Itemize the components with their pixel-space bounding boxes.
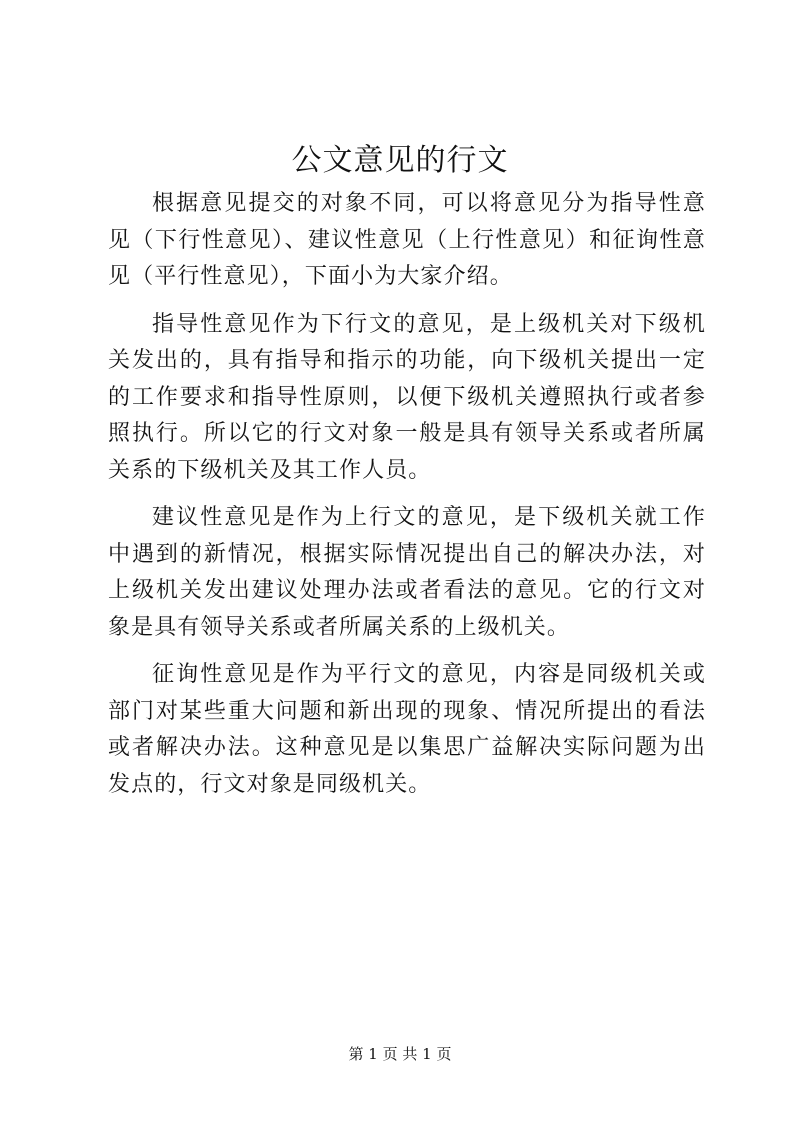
page-footer: 第 1 页 共 1 页 [348,1045,452,1063]
paragraph-consultative-opinion: 征询性意见是作为平行文的意见，内容是同级机关或部门对某些重大问题和新出现的现象、情况所提出的看法或者解决办法。这种意见是以集思广益解决实际问题为出发点的，行文对象是同级机关。 [108,662,706,797]
paragraph-advisory-opinion: 建议性意见是作为上行文的意见，是下级机关就工作中遇到的新情况，根据实际情况提出自己的解决办法，对上级机关发出建议处理办法或者看法的意见。它的行文对象是具有领导关系或者所属关系的上级机关。 [108,505,706,640]
document-title: 公文意见的行文 [291,143,509,178]
paragraph-intro: 根据意见提交的对象不同，可以将意见分为指导性意见（下行性意见）、建议性意见（上行性意见）和征询性意见（平行性意见），下面小为大家介绍。 [108,191,706,289]
document-body [108,186,706,814]
paragraph-directive-opinion: 指导性意见作为下行文的意见，是上级机关对下级机关发出的，具有指导和指示的功能，向下级机关提出一定的工作要求和指导性原则，以便下级机关遵照执行或者参照执行。所以它的行文对象一般是具有领导关系或者所属关系的下级机关及其工作人员。 [108,311,706,483]
